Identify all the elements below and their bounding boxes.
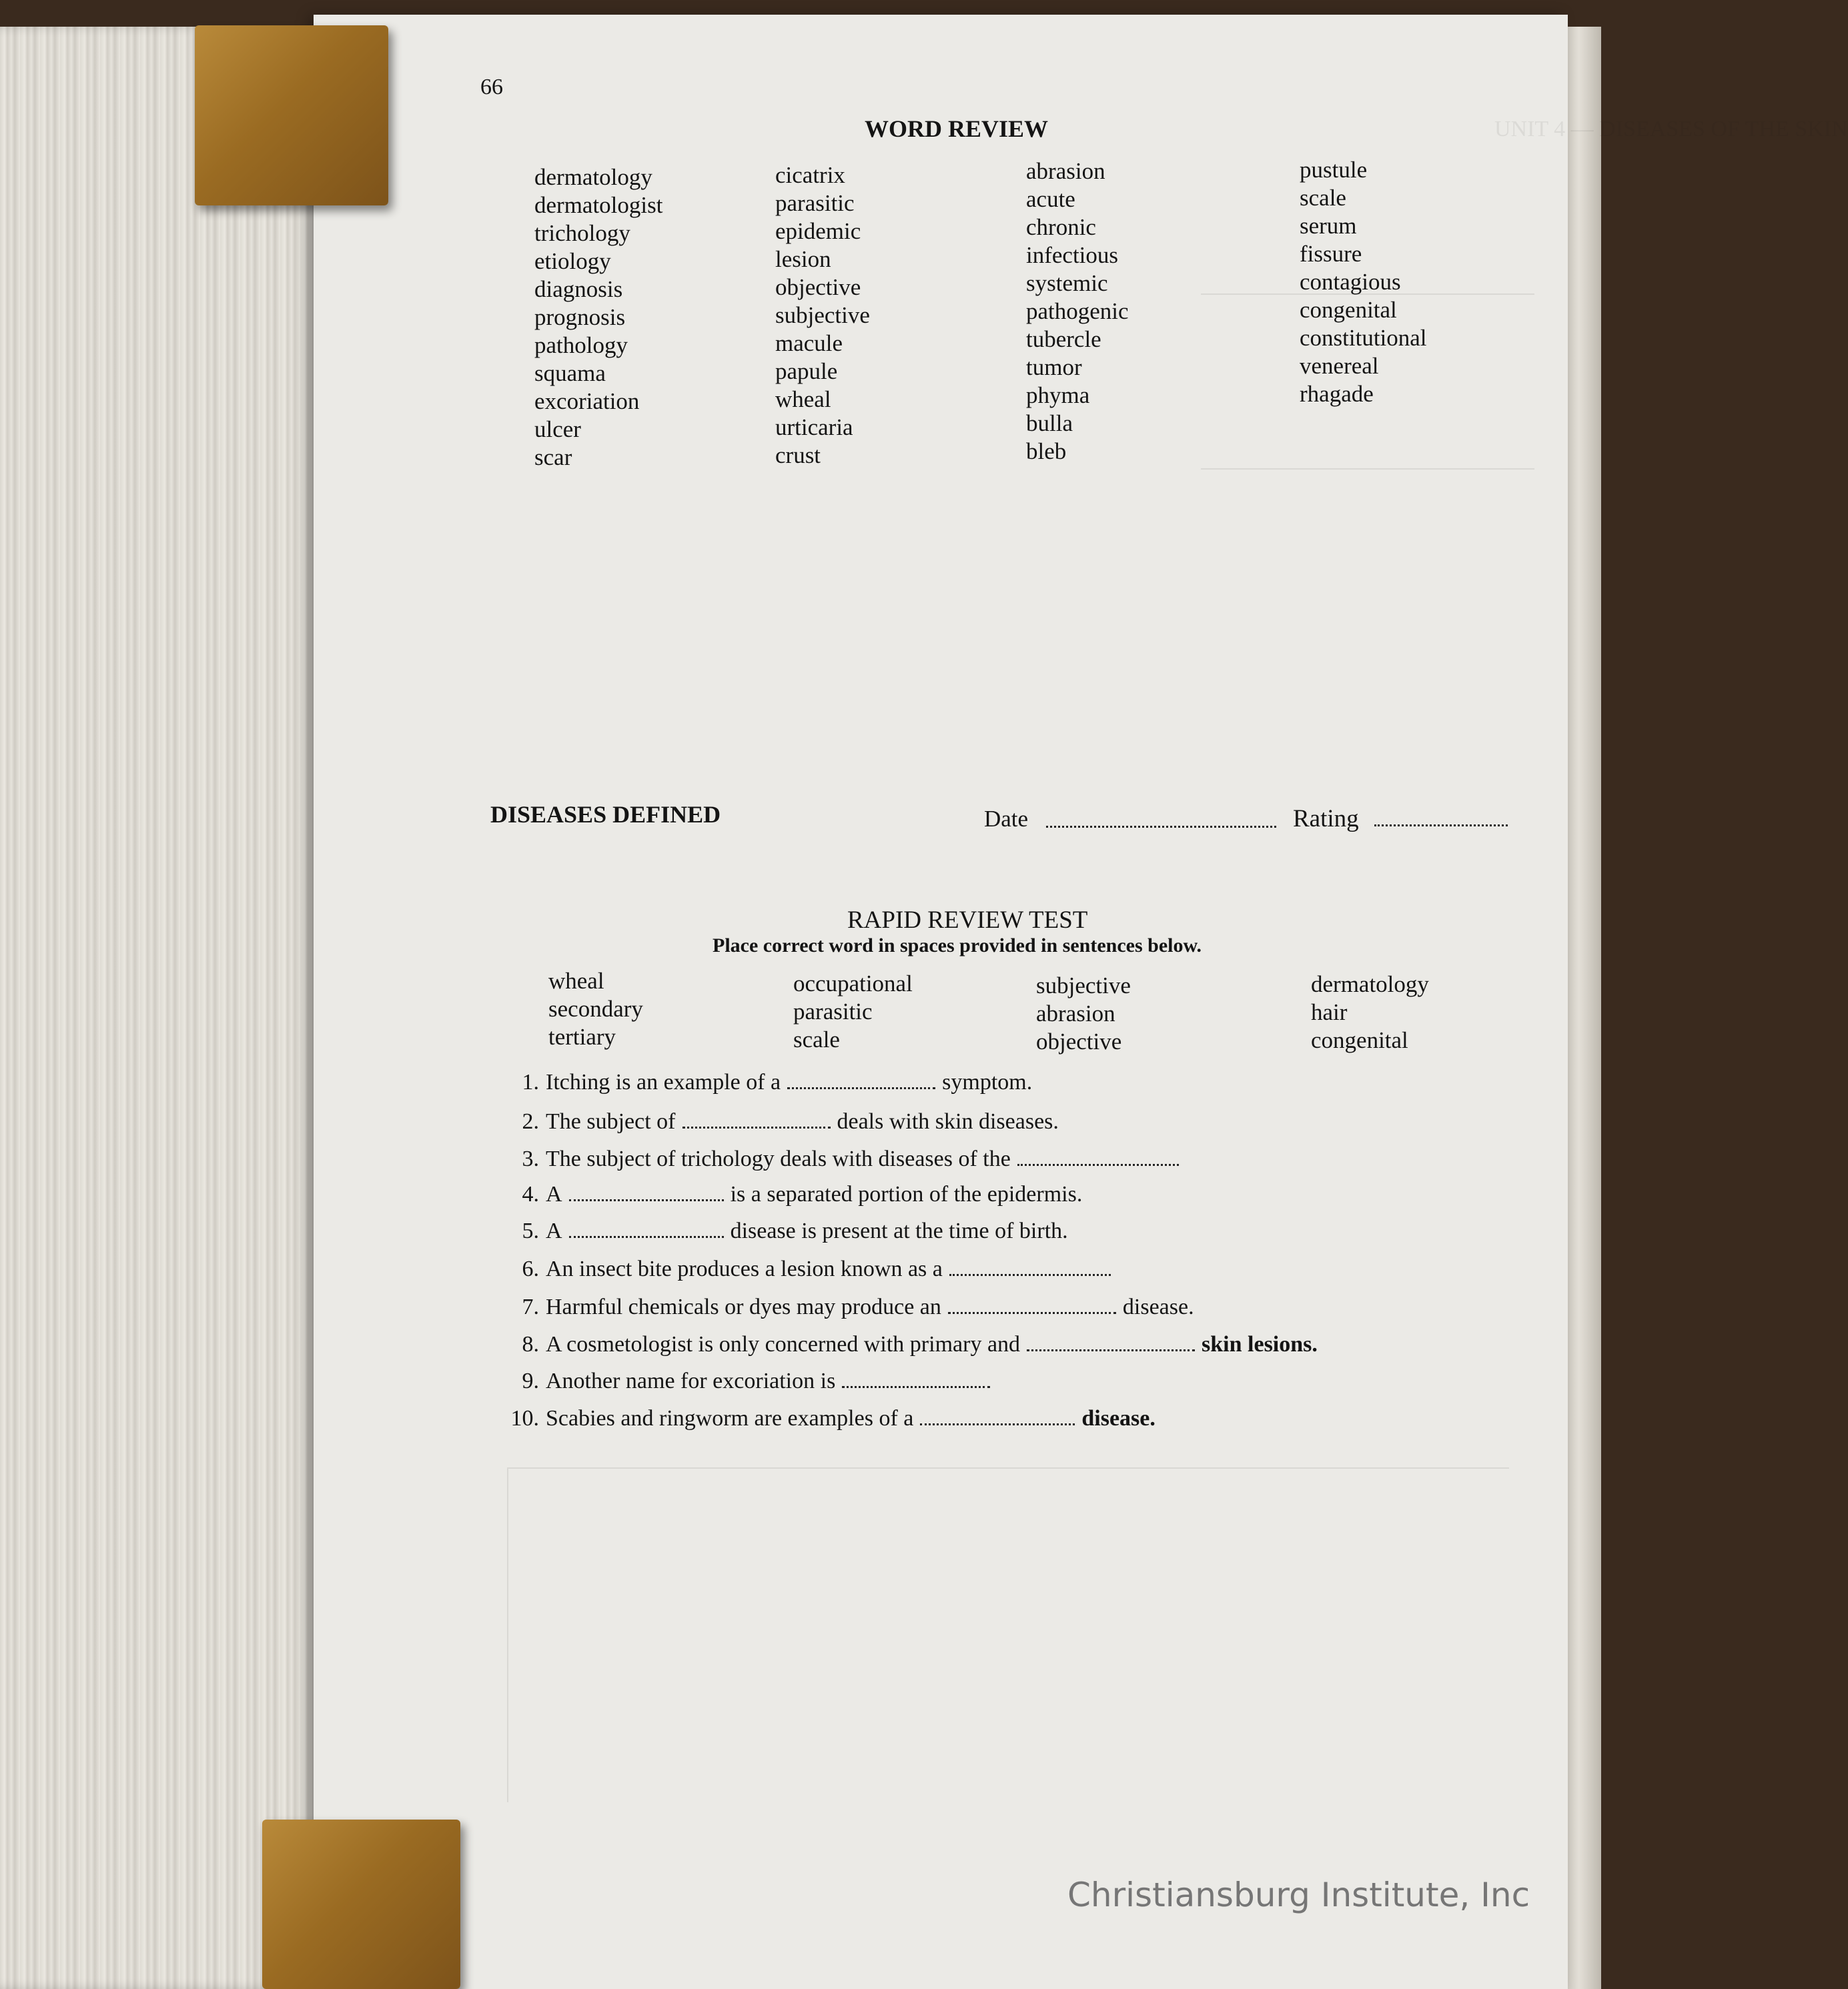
answer-blank[interactable] xyxy=(569,1235,724,1238)
question-1 xyxy=(494,1070,1032,1095)
question-text-before: A cosmetologist is only concerned with primary and xyxy=(546,1332,1021,1357)
word-review-column-4 xyxy=(1300,156,1427,408)
rating-field[interactable] xyxy=(1374,824,1508,826)
question-number: 1. xyxy=(522,1070,539,1095)
word-review-term: bleb xyxy=(1026,438,1067,464)
word-review-term: systemic xyxy=(1026,270,1108,296)
word-review-term: phyma xyxy=(1026,382,1090,408)
answer-words-column-4 xyxy=(1311,970,1429,1055)
question-number: 6. xyxy=(522,1257,539,1281)
question-number: 4. xyxy=(522,1182,539,1207)
word-review-term: fissure xyxy=(1300,241,1362,267)
question-text-before: A xyxy=(546,1219,562,1243)
show-through-text: UNIT 4 — DISEASES OF THE SKIN xyxy=(1494,117,1848,141)
word-review-term: cicatrix xyxy=(775,162,845,188)
word-review-term: diagnosis xyxy=(534,276,623,302)
question-text-after: deals with skin diseases. xyxy=(837,1109,1059,1134)
question-4 xyxy=(494,1182,1082,1207)
question-number: 8. xyxy=(522,1332,539,1357)
word-review-term: crust xyxy=(775,442,821,468)
word-review-term: pustule xyxy=(1300,157,1368,183)
word-review-term: prognosis xyxy=(534,304,626,330)
word-review-column-2 xyxy=(775,161,870,470)
show-through-diagram xyxy=(507,1467,1509,1802)
answer-word: tertiary xyxy=(548,1024,616,1050)
word-review-term: tumor xyxy=(1026,354,1082,380)
question-5 xyxy=(494,1219,1068,1244)
word-review-term: objective xyxy=(775,274,861,300)
word-review-title: WORD REVIEW xyxy=(865,115,1049,142)
question-text-before: Harmful chemicals or dyes may produce an xyxy=(546,1295,941,1319)
answer-blank[interactable] xyxy=(920,1423,1075,1425)
question-text-after: disease is present at the time of birth. xyxy=(730,1219,1068,1243)
question-text-after: skin lesions. xyxy=(1202,1332,1318,1357)
word-review-term: bulla xyxy=(1026,410,1073,436)
answer-blank[interactable] xyxy=(1027,1349,1195,1351)
answer-blank[interactable] xyxy=(787,1087,935,1089)
word-review-term: dermatologist xyxy=(534,192,663,218)
diseases-defined-title: DISEASES DEFINED xyxy=(490,801,721,828)
answer-word: parasitic xyxy=(793,999,873,1025)
answer-word: abrasion xyxy=(1036,1001,1115,1027)
question-text-after: symptom. xyxy=(942,1070,1033,1095)
answer-word: objective xyxy=(1036,1029,1122,1055)
word-review-term: congenital xyxy=(1300,297,1397,323)
answer-word: wheal xyxy=(548,968,604,994)
answer-word: congenital xyxy=(1311,1027,1408,1053)
question-2 xyxy=(494,1109,1059,1135)
question-3 xyxy=(494,1147,1186,1172)
question-number: 9. xyxy=(522,1369,539,1393)
word-review-term: rhagade xyxy=(1300,381,1374,407)
question-7 xyxy=(494,1295,1194,1320)
page-stack-edge xyxy=(0,27,314,1989)
word-review-term: epidemic xyxy=(775,218,861,244)
question-text-before: An insect bite produces a lesion known as a xyxy=(546,1257,943,1281)
word-review-term: chronic xyxy=(1026,214,1096,240)
answer-word: subjective xyxy=(1036,972,1131,999)
word-review-term: scale xyxy=(1300,185,1346,211)
word-review-column-1 xyxy=(534,163,662,472)
question-text-after: is a separated portion of the epidermis. xyxy=(730,1182,1083,1207)
question-10 xyxy=(494,1406,1156,1431)
word-review-term: tubercle xyxy=(1026,326,1101,352)
question-text-before: The subject of trichology deals with diseases of the xyxy=(546,1147,1011,1171)
word-review-term: parasitic xyxy=(775,190,855,216)
word-review-term: squama xyxy=(534,360,606,386)
question-number: 7. xyxy=(522,1295,539,1319)
question-number: 3. xyxy=(522,1147,539,1171)
answer-blank[interactable] xyxy=(842,1385,990,1388)
question-text-before: Another name for excoriation is xyxy=(546,1369,836,1393)
answer-blank[interactable] xyxy=(948,1311,1116,1314)
page-right-edge xyxy=(1564,27,1601,1989)
question-9 xyxy=(494,1369,997,1394)
word-review-term: ulcer xyxy=(534,416,581,442)
answer-word: hair xyxy=(1311,999,1348,1025)
question-text-before: A xyxy=(546,1182,562,1207)
question-8 xyxy=(494,1332,1318,1357)
answer-blank[interactable] xyxy=(569,1199,724,1201)
binder-clip-top xyxy=(195,25,388,205)
word-review-term: venereal xyxy=(1300,353,1379,379)
question-number: 10. xyxy=(510,1406,539,1431)
word-review-term: serum xyxy=(1300,213,1357,239)
word-review-term: urticaria xyxy=(775,414,853,440)
answer-blank[interactable] xyxy=(1017,1163,1179,1166)
date-field[interactable] xyxy=(1046,826,1276,828)
question-number: 2. xyxy=(522,1109,539,1134)
answer-blank[interactable] xyxy=(682,1126,831,1129)
question-6 xyxy=(494,1257,1117,1282)
question-number: 5. xyxy=(522,1219,539,1243)
word-review-term: contagious xyxy=(1300,269,1401,295)
binder-clip-bottom xyxy=(262,1820,460,1989)
word-review-term: infectious xyxy=(1026,242,1119,268)
word-review-term: pathology xyxy=(534,332,628,358)
word-review-term: wheal xyxy=(775,386,831,412)
word-review-term: trichology xyxy=(534,220,630,246)
rapid-review-title: RAPID REVIEW TEST xyxy=(847,906,1088,934)
answer-word: scale xyxy=(793,1027,840,1053)
word-review-term: excoriation xyxy=(534,388,640,414)
watermark: Christiansburg Institute, Inc xyxy=(1067,1876,1530,1914)
date-label: Date xyxy=(984,806,1029,832)
question-text-after: disease. xyxy=(1081,1406,1156,1431)
question-text-after: disease. xyxy=(1122,1295,1194,1319)
answer-words-column-2 xyxy=(793,970,913,1054)
word-review-term: pathogenic xyxy=(1026,298,1129,324)
word-review-term: abrasion xyxy=(1026,158,1105,184)
answer-words-column-1 xyxy=(548,967,643,1051)
word-review-term: scar xyxy=(534,444,572,470)
answer-word: occupational xyxy=(793,970,913,997)
word-review-term: lesion xyxy=(775,246,831,272)
word-review-term: papule xyxy=(775,358,838,384)
question-text-before: The subject of xyxy=(546,1109,676,1134)
answer-word: dermatology xyxy=(1311,971,1429,997)
rating-label: Rating xyxy=(1293,805,1359,832)
answer-blank[interactable] xyxy=(949,1273,1111,1276)
question-text-before: Scabies and ringworm are examples of a xyxy=(546,1406,914,1431)
word-review-term: subjective xyxy=(775,302,870,328)
word-review-term: macule xyxy=(775,330,843,356)
answer-words-column-3 xyxy=(1036,972,1131,1056)
word-review-term: dermatology xyxy=(534,164,652,190)
question-text-before: Itching is an example of a xyxy=(546,1070,781,1095)
word-review-column-3 xyxy=(1026,157,1129,466)
page-number: 66 xyxy=(480,75,503,99)
word-review-term: etiology xyxy=(534,248,611,274)
word-review-term: constitutional xyxy=(1300,325,1427,351)
answer-word: secondary xyxy=(548,996,643,1022)
rapid-review-instructions: Place correct word in spaces provided in sentences below. xyxy=(713,934,1202,956)
word-review-term: acute xyxy=(1026,186,1075,212)
